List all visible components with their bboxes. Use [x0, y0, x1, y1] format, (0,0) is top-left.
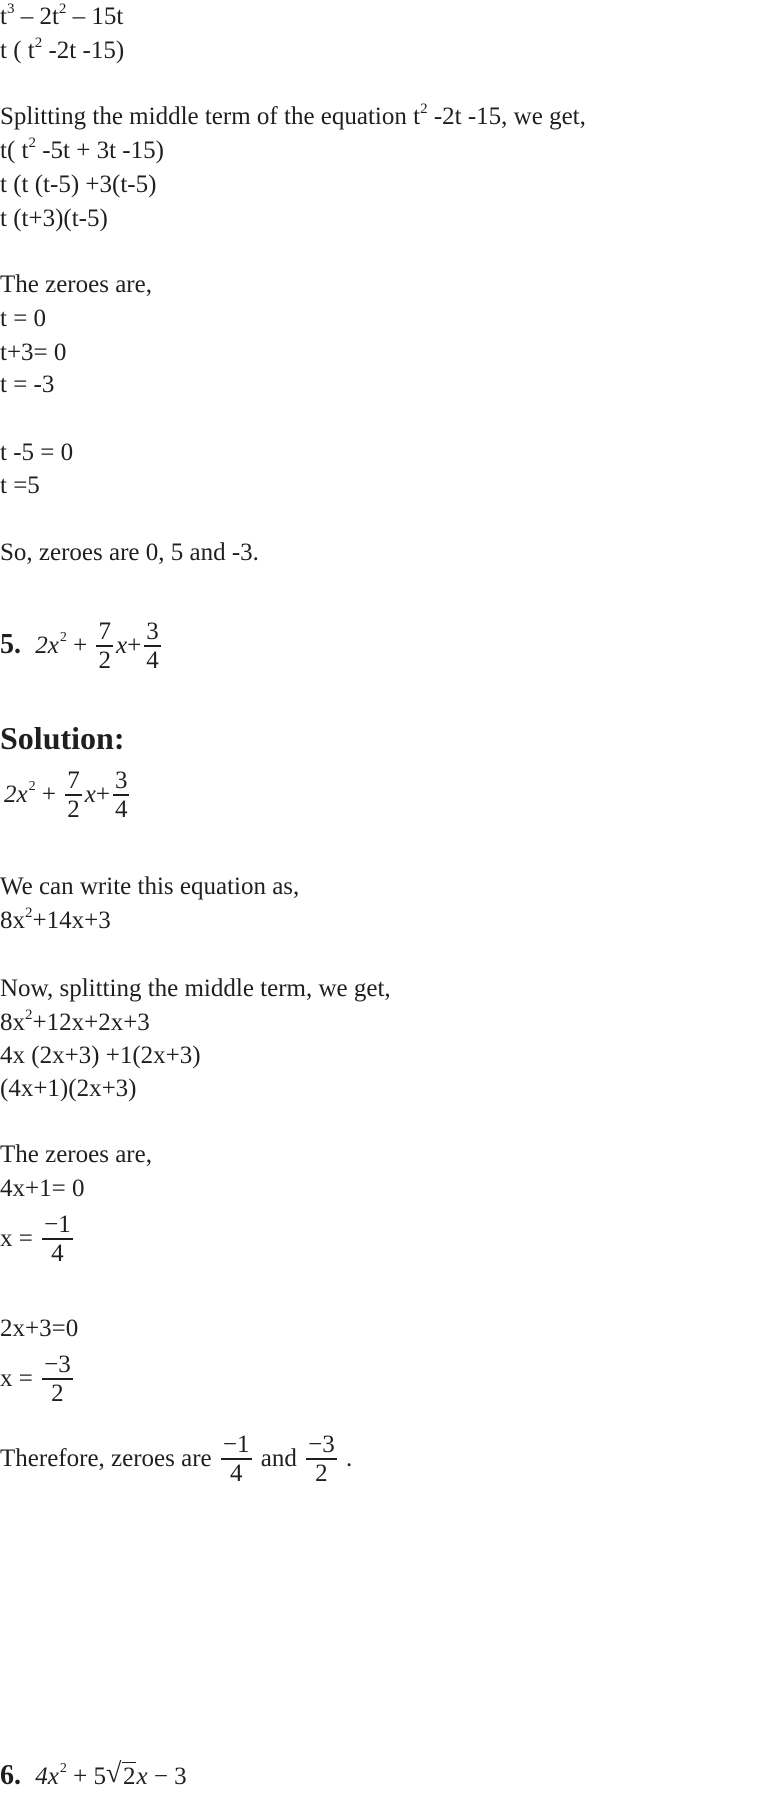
fraction	[42, 1212, 73, 1268]
expr-line	[0, 1008, 150, 1041]
square-root	[106, 1759, 137, 1795]
exponent: 2	[25, 905, 33, 921]
text: +12x+2x+3	[32, 1009, 150, 1036]
operator: +	[35, 781, 56, 808]
question-number: 6.	[0, 1760, 21, 1791]
operator: +	[66, 632, 88, 659]
expr-line	[0, 906, 111, 939]
exponent: 2	[25, 1007, 33, 1023]
text: t ( t	[0, 37, 35, 64]
math-expression	[35, 1758, 187, 1790]
text: -2t -15)	[42, 37, 125, 64]
text: and	[254, 1445, 304, 1472]
expr-line: t -5 = 0	[0, 439, 74, 466]
term: x	[136, 1763, 148, 1790]
fraction	[144, 619, 161, 675]
denominator: 2	[315, 1460, 328, 1488]
text-line: The zeroes are,	[0, 1141, 152, 1168]
numerator: −1	[44, 1211, 71, 1239]
math-expression	[35, 618, 163, 675]
text-line	[0, 102, 586, 135]
numerator: 3	[146, 618, 159, 646]
text: x =	[0, 1365, 40, 1392]
numerator: −3	[308, 1431, 335, 1459]
denominator: 4	[51, 1240, 64, 1268]
solution-expression	[0, 760, 132, 834]
text: -2t -15, we get,	[427, 103, 586, 130]
operator: +	[95, 781, 110, 808]
text: .	[339, 1445, 353, 1472]
term: − 3	[147, 1763, 187, 1790]
expr-line	[0, 2, 123, 35]
exponent: 2	[59, 630, 67, 645]
term: 2x	[35, 632, 59, 659]
text-line: The zeroes are,	[0, 271, 152, 298]
conclusion-line	[0, 1424, 352, 1494]
term: 2x	[4, 781, 28, 808]
fraction	[221, 1432, 252, 1488]
denominator: 2	[51, 1380, 64, 1408]
term: x	[84, 781, 96, 808]
numerator: 3	[114, 767, 128, 795]
text: 8x	[0, 907, 25, 934]
expr-line: t = -3	[0, 371, 55, 398]
operator: +	[127, 632, 142, 659]
numerator: 7	[67, 767, 80, 795]
expr-line: t (t (t-5) +3(t-5)	[0, 171, 157, 198]
text: t	[0, 3, 7, 30]
denominator: 2	[98, 647, 111, 675]
text: +14x+3	[32, 907, 111, 934]
math-expression	[4, 767, 132, 824]
numerator: −1	[222, 1431, 250, 1459]
conclusion-line: So, zeroes are 0, 5 and -3.	[0, 539, 259, 566]
expr-line: 2x+3=0	[0, 1315, 79, 1342]
expr-line	[0, 136, 164, 169]
expr-line	[0, 36, 124, 69]
solution-heading: Solution:	[0, 720, 125, 756]
denominator: 4	[146, 647, 159, 675]
expr-line: t (t+3)(t-5)	[0, 205, 108, 232]
radical-sign-icon: √	[105, 1758, 122, 1789]
expr-line	[0, 1204, 76, 1274]
text: Splitting the middle term of the equation t	[0, 103, 421, 130]
denominator: 4	[114, 796, 128, 824]
term: 4x	[35, 1763, 59, 1790]
exponent: 2	[59, 1761, 67, 1776]
fraction	[65, 768, 82, 824]
exponent: 2	[34, 35, 43, 51]
text: -5t + 3t -15)	[35, 137, 164, 164]
text: t( t	[0, 137, 29, 164]
exponent: 2	[58, 1, 67, 17]
text: – 2t	[14, 3, 59, 30]
radicand: 2	[122, 1763, 136, 1790]
denominator: 4	[229, 1460, 243, 1488]
exponent: 2	[28, 135, 36, 151]
text: 8x	[0, 1009, 25, 1036]
question-6	[0, 1758, 187, 1799]
question-5	[0, 610, 164, 685]
question-number: 5.	[0, 629, 21, 660]
expr-line: t = 0	[0, 305, 47, 332]
fraction	[306, 1432, 337, 1488]
fraction	[113, 768, 130, 824]
text: x =	[0, 1225, 40, 1252]
exponent: 2	[420, 101, 428, 117]
exponent: 2	[28, 779, 36, 794]
expr-line: t+3= 0	[0, 339, 67, 366]
term: + 5	[66, 1763, 106, 1790]
expr-line: (4x+1)(2x+3)	[0, 1075, 137, 1102]
text-line: Now, splitting the middle term, we get,	[0, 975, 391, 1002]
fraction	[42, 1352, 73, 1408]
denominator: 2	[67, 796, 80, 824]
expr-line: 4x (2x+3) +1(2x+3)	[0, 1042, 201, 1069]
term: x	[115, 632, 128, 659]
text-line: We can write this equation as,	[0, 873, 300, 900]
numerator: 7	[98, 618, 111, 646]
exponent: 3	[6, 1, 15, 17]
text: – 15t	[66, 3, 124, 30]
expr-line: t =5	[0, 472, 40, 499]
expr-line	[0, 1344, 76, 1414]
text: Therefore, zeroes are	[0, 1445, 218, 1472]
expr-line: 4x+1= 0	[0, 1175, 85, 1202]
fraction	[96, 619, 113, 675]
numerator: −3	[44, 1351, 71, 1379]
